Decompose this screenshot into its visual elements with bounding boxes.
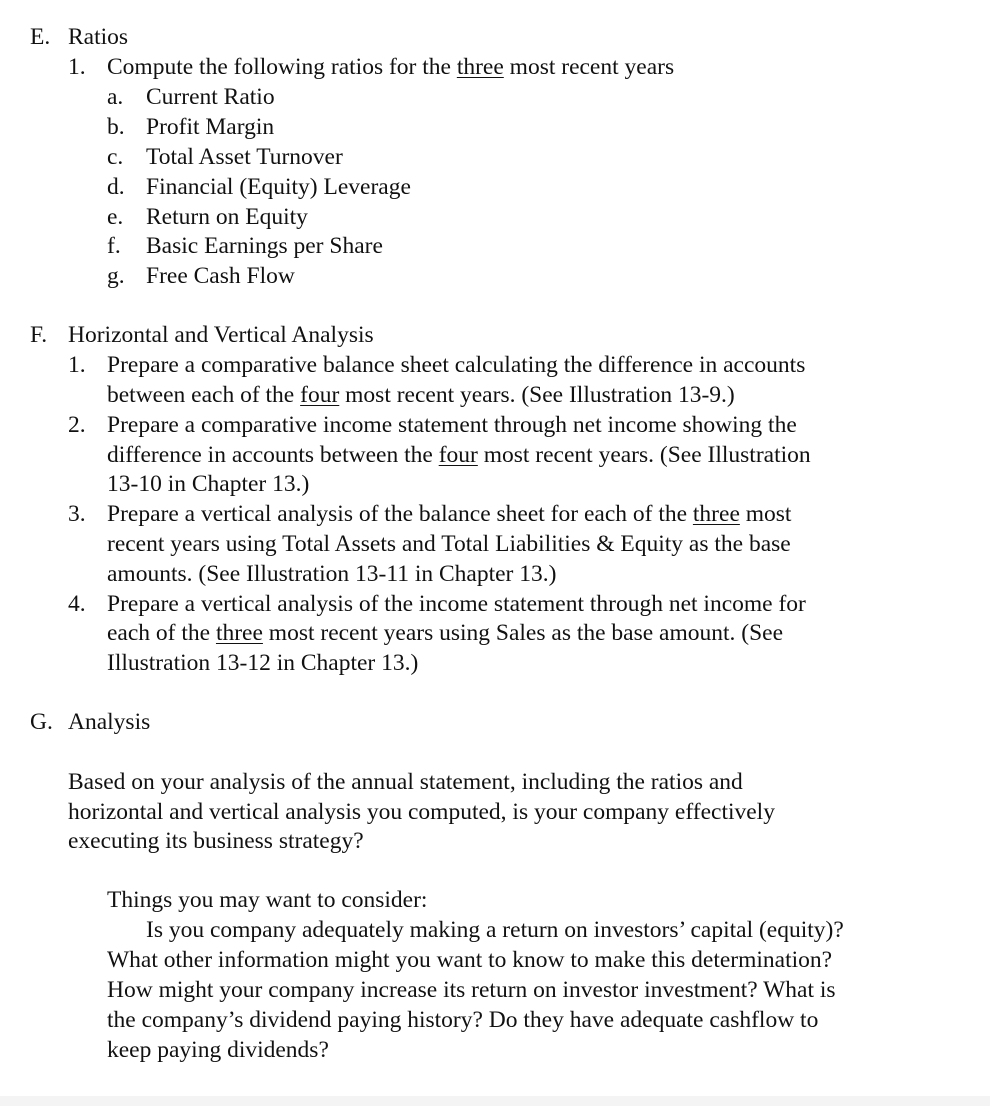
subitem-b-text: Profit Margin bbox=[146, 114, 275, 140]
consider-title: Things you may want to consider: bbox=[107, 887, 428, 913]
section-e-item-1-text-post: most recent years bbox=[503, 54, 675, 80]
subitem-b-marker: b. bbox=[107, 114, 125, 140]
section-f-item-2-line-2-pre: difference in accounts between the bbox=[107, 442, 439, 468]
section-f-item-2-line-1: Prepare a comparative income statement through net income showing the bbox=[107, 412, 797, 438]
section-f-item-3-line-3: amounts. (See Illustration 13-11 in Chapter 13.) bbox=[107, 561, 557, 587]
section-f-item-2-line-2-post: most recent years. (See Illustration bbox=[477, 442, 811, 468]
subitem-c-marker: c. bbox=[107, 144, 124, 170]
page-bottom-edge bbox=[0, 1096, 990, 1106]
subitem-e-marker: e. bbox=[107, 204, 124, 230]
section-e-marker: E. bbox=[30, 24, 51, 50]
consider-line-5: keep paying dividends? bbox=[107, 1037, 329, 1063]
subitem-c-text: Total Asset Turnover bbox=[146, 144, 343, 170]
section-g-title: Analysis bbox=[68, 709, 151, 735]
section-f-item-3-underlined-word: three bbox=[692, 501, 740, 527]
subitem-e-text: Return on Equity bbox=[146, 204, 308, 230]
section-e-item-1-underlined-word: three bbox=[456, 54, 504, 80]
analysis-paragraph-line-3: executing its business strategy? bbox=[68, 828, 364, 854]
consider-line-4: the company’s dividend paying history? Do they have adequate cashflow to bbox=[107, 1007, 819, 1033]
subitem-d-text: Financial (Equity) Leverage bbox=[146, 174, 411, 200]
section-f-item-3-line-1-post: most bbox=[739, 501, 792, 527]
section-f-item-1-line-1: Prepare a comparative balance sheet calculating the difference in accounts bbox=[107, 352, 806, 378]
section-f-item-4-line-2 bbox=[107, 618, 783, 648]
section-f-item-1-number: 1. bbox=[68, 352, 86, 378]
section-e-item-1-text bbox=[107, 52, 674, 82]
section-f-item-4-line-2-pre: each of the bbox=[107, 620, 216, 646]
section-f-item-3-line-1-pre: Prepare a vertical analysis of the balance sheet for each of the bbox=[107, 501, 693, 527]
consider-line-2: What other information might you want to know to make this determination? bbox=[107, 947, 833, 973]
section-f-item-1-underlined-word: four bbox=[300, 382, 340, 408]
section-f-item-4-number: 4. bbox=[68, 591, 86, 617]
analysis-paragraph-line-1: Based on your analysis of the annual statement, including the ratios and bbox=[68, 769, 743, 795]
analysis-paragraph-line-2: horizontal and vertical analysis you computed, is your company effectively bbox=[68, 799, 775, 825]
section-f-item-2-underlined-word: four bbox=[438, 442, 478, 468]
subitem-g-text: Free Cash Flow bbox=[146, 263, 295, 289]
section-f-title: Horizontal and Vertical Analysis bbox=[68, 322, 374, 348]
section-f-item-1-line-2-pre: between each of the bbox=[107, 382, 301, 408]
section-f-item-1-line-2 bbox=[107, 380, 735, 410]
section-e-item-1-number: 1. bbox=[68, 54, 86, 80]
subitem-d-marker: d. bbox=[107, 174, 125, 200]
section-f-item-2-line-2 bbox=[107, 440, 811, 470]
section-f-item-4-line-3: Illustration 13-12 in Chapter 13.) bbox=[107, 650, 419, 676]
section-f-item-1-line-2-post: most recent years. (See Illustration 13-9.) bbox=[339, 382, 735, 408]
section-g-marker: G. bbox=[30, 709, 53, 735]
consider-line-3: How might your company increase its return on investor investment? What is bbox=[107, 977, 836, 1003]
section-f-item-2-line-3: 13-10 in Chapter 13.) bbox=[107, 471, 310, 497]
subitem-a-text: Current Ratio bbox=[146, 84, 275, 110]
subitem-f-marker: f. bbox=[107, 233, 121, 259]
section-f-item-4-line-2-post: most recent years using Sales as the base amount. (See bbox=[262, 620, 784, 646]
section-e-item-1-text-pre: Compute the following ratios for the bbox=[107, 54, 457, 80]
section-f-item-3-line-2: recent years using Total Assets and Total Liabilities & Equity as the base bbox=[107, 531, 791, 557]
section-f-item-2-number: 2. bbox=[68, 412, 86, 438]
section-f-marker: F. bbox=[30, 322, 48, 348]
subitem-f-text: Basic Earnings per Share bbox=[146, 233, 383, 259]
subitem-g-marker: g. bbox=[107, 263, 125, 289]
section-e-title: Ratios bbox=[68, 24, 129, 50]
section-f-item-4-line-1: Prepare a vertical analysis of the income statement through net income for bbox=[107, 591, 806, 617]
section-f-item-3-line-1 bbox=[107, 499, 791, 529]
subitem-a-marker: a. bbox=[107, 84, 124, 110]
consider-line-1: Is you company adequately making a return on investors’ capital (equity)? bbox=[146, 917, 844, 943]
section-f-item-3-number: 3. bbox=[68, 501, 86, 527]
section-f-item-4-underlined-word: three bbox=[215, 620, 263, 646]
